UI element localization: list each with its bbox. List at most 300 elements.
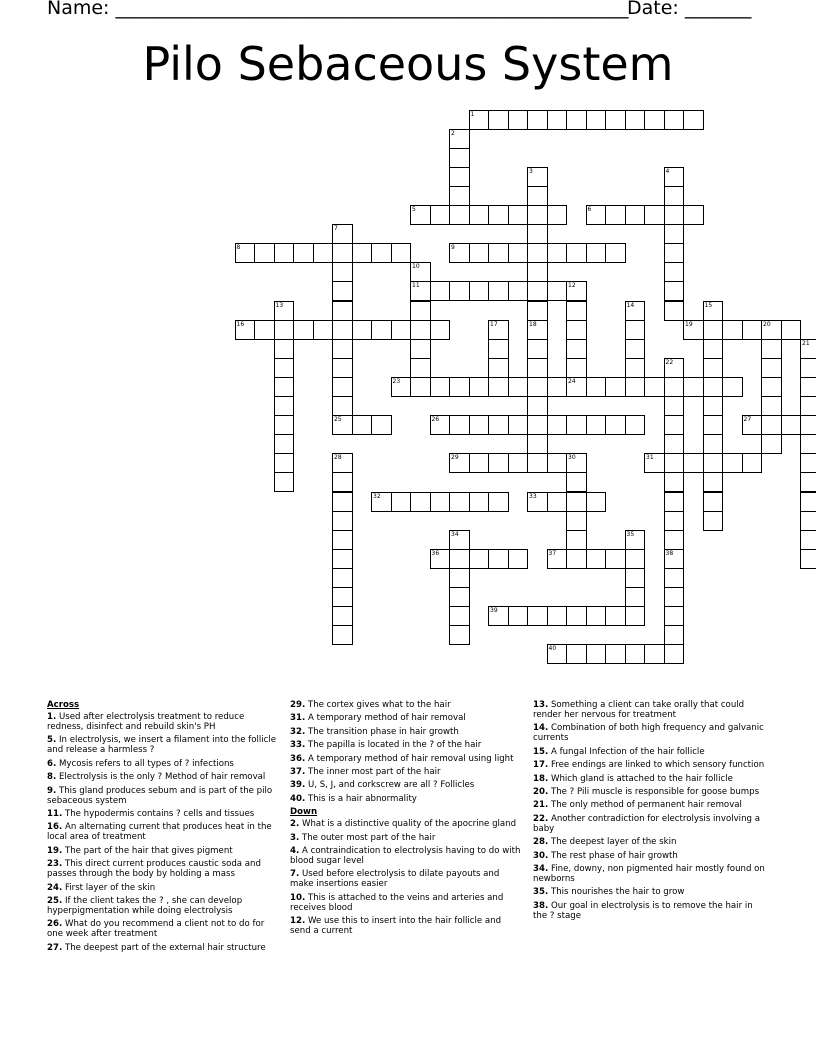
grid-cell[interactable]: [800, 530, 816, 550]
grid-cell[interactable]: [722, 453, 743, 473]
grid-cell[interactable]: [664, 243, 685, 263]
grid-cell[interactable]: [332, 625, 353, 645]
grid-cell[interactable]: [547, 281, 568, 301]
grid-cell[interactable]: [449, 186, 470, 206]
grid-cell[interactable]: [527, 396, 548, 416]
grid-cell[interactable]: [332, 243, 353, 263]
grid-cell[interactable]: [332, 568, 353, 588]
grid-cell[interactable]: [664, 262, 685, 282]
grid-cell[interactable]: [625, 606, 646, 626]
grid-cell[interactable]: [527, 243, 548, 263]
grid-cell[interactable]: [430, 320, 451, 340]
grid-cell[interactable]: [586, 415, 607, 435]
clue-text: Used after electrolysis treatment to reduce redness, disinfect and rebuild skin's PH: [47, 712, 245, 732]
grid-cell[interactable]: [547, 243, 568, 263]
grid-cell[interactable]: [293, 320, 314, 340]
grid-cell[interactable]: [664, 453, 685, 473]
grid-cell[interactable]: [742, 415, 763, 435]
grid-cell[interactable]: [410, 339, 431, 359]
grid-cell[interactable]: [527, 110, 548, 130]
grid-cell[interactable]: [391, 377, 412, 397]
grid-cell[interactable]: [664, 377, 685, 397]
grid-cell[interactable]: [800, 434, 816, 454]
grid-cell[interactable]: [664, 511, 685, 531]
grid-cell[interactable]: [332, 549, 353, 569]
grid-cell[interactable]: [664, 625, 685, 645]
grid-cell[interactable]: [430, 205, 451, 225]
grid-cell[interactable]: [527, 434, 548, 454]
grid-cell[interactable]: [586, 549, 607, 569]
grid-cell[interactable]: [566, 377, 587, 397]
grid-cell[interactable]: [508, 281, 529, 301]
grid-cell[interactable]: [332, 281, 353, 301]
grid-cell[interactable]: [625, 568, 646, 588]
grid-cell[interactable]: [566, 549, 587, 569]
grid-cell[interactable]: [488, 492, 509, 512]
grid-cell[interactable]: [664, 415, 685, 435]
grid-cell[interactable]: [683, 320, 704, 340]
clue-number: 15: [704, 301, 713, 309]
grid-cell[interactable]: [430, 492, 451, 512]
grid-cell[interactable]: [644, 644, 665, 664]
grid-cell[interactable]: [449, 167, 470, 187]
grid-cell[interactable]: [410, 377, 431, 397]
grid-cell[interactable]: [566, 415, 587, 435]
grid-cell[interactable]: [527, 320, 548, 340]
clue-number: 16.: [47, 822, 63, 833]
clue-number: 10.: [290, 892, 306, 903]
grid-cell[interactable]: [605, 110, 626, 130]
clue-number: 6.: [47, 758, 57, 769]
grid-cell[interactable]: [313, 320, 334, 340]
grid-cell[interactable]: [605, 415, 626, 435]
grid-cell[interactable]: [566, 472, 587, 492]
grid-cell[interactable]: [761, 358, 782, 378]
grid-cell[interactable]: [410, 205, 431, 225]
grid-cell[interactable]: [566, 320, 587, 340]
clue-item: [533, 887, 765, 897]
grid-cell[interactable]: [449, 549, 470, 569]
grid-cell[interactable]: [410, 281, 431, 301]
grid-cell[interactable]: [644, 377, 665, 397]
grid-cell[interactable]: [527, 167, 548, 187]
grid-cell[interactable]: [371, 243, 392, 263]
grid-cell[interactable]: [352, 320, 373, 340]
grid-cell[interactable]: [527, 358, 548, 378]
grid-cell[interactable]: [488, 339, 509, 359]
clue-item: [290, 713, 522, 723]
grid-cell[interactable]: [430, 415, 451, 435]
clue-text: An alternating current that produces heat in the local area of treatment: [47, 822, 272, 843]
grid-cell[interactable]: [566, 530, 587, 550]
grid-cell[interactable]: [605, 606, 626, 626]
grid-cell[interactable]: [449, 606, 470, 626]
grid-cell[interactable]: [566, 243, 587, 263]
grid-cell[interactable]: [703, 396, 724, 416]
grid-cell[interactable]: [332, 377, 353, 397]
grid-cell[interactable]: [664, 205, 685, 225]
grid-cell[interactable]: [508, 110, 529, 130]
grid-cell[interactable]: [527, 453, 548, 473]
clue-number: 28: [334, 454, 342, 462]
grid-cell[interactable]: [332, 396, 353, 416]
grid-cell[interactable]: [664, 358, 685, 378]
grid-cell[interactable]: [800, 396, 816, 416]
grid-cell[interactable]: [332, 415, 353, 435]
grid-cell[interactable]: [274, 434, 295, 454]
clue-number: 5: [412, 206, 416, 213]
grid-cell[interactable]: [332, 262, 353, 282]
grid-cell[interactable]: [625, 205, 646, 225]
grid-cell[interactable]: [274, 320, 295, 340]
grid-cell[interactable]: [586, 492, 607, 512]
grid-cell[interactable]: [566, 453, 587, 473]
grid-cell[interactable]: [547, 549, 568, 569]
grid-cell[interactable]: [605, 243, 626, 263]
grid-cell[interactable]: [800, 492, 816, 512]
grid-cell[interactable]: [274, 377, 295, 397]
clue-item: [290, 754, 522, 764]
grid-cell[interactable]: [469, 453, 490, 473]
clue-item: [47, 759, 279, 769]
grid-cell[interactable]: [547, 110, 568, 130]
clue-number: 19.: [47, 845, 63, 856]
grid-cell[interactable]: [254, 320, 275, 340]
grid-cell[interactable]: [371, 415, 392, 435]
grid-cell[interactable]: [566, 644, 587, 664]
grid-cell[interactable]: [625, 530, 646, 550]
clue-number: 12: [568, 282, 576, 290]
grid-cell[interactable]: [410, 301, 431, 321]
grid-cell[interactable]: [274, 301, 295, 321]
grid-cell[interactable]: [508, 415, 529, 435]
grid-cell[interactable]: [761, 377, 782, 397]
grid-cell[interactable]: [332, 492, 353, 512]
grid-cell[interactable]: [644, 205, 665, 225]
grid-cell[interactable]: [625, 339, 646, 359]
grid-cell[interactable]: [800, 549, 816, 569]
grid-cell[interactable]: [547, 644, 568, 664]
grid-cell[interactable]: [703, 453, 724, 473]
grid-cell[interactable]: [449, 205, 470, 225]
grid-cell[interactable]: [722, 320, 743, 340]
grid-cell[interactable]: [586, 243, 607, 263]
grid-cell[interactable]: [625, 301, 646, 321]
grid-cell[interactable]: [664, 472, 685, 492]
clue-text: A temporary method of hair removal using light: [305, 753, 514, 764]
grid-cell[interactable]: [488, 320, 509, 340]
grid-cell[interactable]: [547, 492, 568, 512]
grid-cell[interactable]: [800, 358, 816, 378]
grid-cell[interactable]: [800, 453, 816, 473]
grid-cell[interactable]: [508, 606, 529, 626]
grid-cell[interactable]: [664, 224, 685, 244]
grid-cell[interactable]: [371, 492, 392, 512]
grid-cell[interactable]: [586, 606, 607, 626]
grid-cell[interactable]: [527, 281, 548, 301]
grid-cell[interactable]: [683, 205, 704, 225]
grid-cell[interactable]: [566, 606, 587, 626]
grid-cell[interactable]: [644, 110, 665, 130]
grid-cell[interactable]: [566, 281, 587, 301]
grid-cell[interactable]: [527, 415, 548, 435]
grid-cell[interactable]: [547, 453, 568, 473]
grid-cell[interactable]: [274, 453, 295, 473]
grid-cell[interactable]: [332, 301, 353, 321]
grid-cell[interactable]: [488, 606, 509, 626]
grid-cell[interactable]: [508, 205, 529, 225]
grid-cell[interactable]: [449, 243, 470, 263]
grid-cell[interactable]: [430, 281, 451, 301]
grid-cell[interactable]: [703, 377, 724, 397]
grid-cell[interactable]: [683, 453, 704, 473]
grid-cell[interactable]: [274, 339, 295, 359]
grid-cell[interactable]: [664, 492, 685, 512]
grid-cell[interactable]: [488, 243, 509, 263]
grid-cell[interactable]: [625, 549, 646, 569]
grid-cell[interactable]: [332, 472, 353, 492]
grid-cell[interactable]: [527, 606, 548, 626]
grid-cell[interactable]: [313, 243, 334, 263]
grid-cell[interactable]: [761, 415, 782, 435]
grid-cell[interactable]: [274, 415, 295, 435]
grid-cell[interactable]: [664, 434, 685, 454]
grid-cell[interactable]: [293, 243, 314, 263]
grid-cell[interactable]: [761, 434, 782, 454]
grid-cell[interactable]: [703, 339, 724, 359]
grid-cell[interactable]: [274, 396, 295, 416]
clue-number: 13: [275, 301, 284, 309]
grid-cell[interactable]: [449, 148, 470, 168]
grid-cell[interactable]: [683, 377, 704, 397]
grid-cell[interactable]: [469, 492, 490, 512]
grid-cell[interactable]: [683, 110, 704, 130]
grid-cell[interactable]: [488, 377, 509, 397]
grid-cell[interactable]: [800, 511, 816, 531]
grid-cell[interactable]: [625, 644, 646, 664]
grid-cell[interactable]: [586, 644, 607, 664]
grid-cell[interactable]: [274, 358, 295, 378]
grid-cell[interactable]: [449, 129, 470, 149]
grid-cell[interactable]: [664, 301, 685, 321]
grid-cell[interactable]: [703, 320, 724, 340]
grid-cell[interactable]: [566, 358, 587, 378]
grid-cell[interactable]: [800, 377, 816, 397]
grid-cell[interactable]: [761, 396, 782, 416]
grid-cell[interactable]: [469, 110, 490, 130]
grid-cell[interactable]: [371, 320, 392, 340]
grid-cell[interactable]: [664, 644, 685, 664]
clue-text: The part of the hair that gives pigment: [62, 845, 233, 856]
grid-cell[interactable]: [664, 530, 685, 550]
grid-cell[interactable]: [781, 415, 802, 435]
clue-number: 6: [587, 206, 592, 213]
grid-cell[interactable]: [449, 377, 470, 397]
clue-number: 9: [451, 244, 455, 252]
grid-cell[interactable]: [332, 511, 353, 531]
grid-cell[interactable]: [391, 492, 412, 512]
grid-cell[interactable]: [664, 568, 685, 588]
grid-cell[interactable]: [449, 587, 470, 607]
grid-cell[interactable]: [332, 339, 353, 359]
clue-text: Which gland is attached to the hair follicle: [548, 773, 733, 784]
clue-number: 38.: [533, 900, 549, 911]
clue-item: [533, 814, 765, 834]
grid-cell[interactable]: [586, 205, 607, 225]
grid-cell[interactable]: [800, 415, 816, 435]
grid-cell[interactable]: [605, 377, 626, 397]
grid-cell[interactable]: [508, 377, 529, 397]
grid-cell[interactable]: [332, 587, 353, 607]
grid-cell[interactable]: [391, 320, 412, 340]
grid-cell[interactable]: [235, 243, 256, 263]
grid-cell[interactable]: [469, 281, 490, 301]
grid-cell[interactable]: [391, 243, 412, 263]
grid-cell[interactable]: [722, 377, 743, 397]
clue-number: 2: [451, 129, 455, 137]
grid-cell[interactable]: [566, 339, 587, 359]
grid-cell[interactable]: [527, 339, 548, 359]
grid-cell[interactable]: [703, 415, 724, 435]
grid-cell[interactable]: [547, 606, 568, 626]
grid-cell[interactable]: [664, 606, 685, 626]
grid-cell[interactable]: [469, 205, 490, 225]
grid-cell[interactable]: [449, 568, 470, 588]
grid-cell[interactable]: [625, 377, 646, 397]
grid-cell[interactable]: [332, 224, 353, 244]
grid-cell[interactable]: [469, 549, 490, 569]
clue-item: [533, 760, 765, 770]
grid-cell[interactable]: [410, 358, 431, 378]
grid-cell[interactable]: [703, 358, 724, 378]
grid-cell[interactable]: [664, 549, 685, 569]
grid-cell[interactable]: [332, 453, 353, 473]
grid-cell[interactable]: [547, 377, 568, 397]
grid-cell[interactable]: [547, 415, 568, 435]
grid-cell[interactable]: [410, 492, 431, 512]
grid-cell[interactable]: [605, 205, 626, 225]
grid-cell[interactable]: [274, 472, 295, 492]
grid-cell[interactable]: [488, 281, 509, 301]
grid-cell[interactable]: [761, 320, 782, 340]
grid-cell[interactable]: [469, 243, 490, 263]
grid-cell[interactable]: [469, 415, 490, 435]
grid-cell[interactable]: [527, 205, 548, 225]
grid-cell[interactable]: [761, 339, 782, 359]
grid-cell[interactable]: [742, 453, 763, 473]
grid-cell[interactable]: [235, 320, 256, 340]
grid-cell[interactable]: [508, 243, 529, 263]
clue-item: [47, 712, 279, 732]
grid-cell[interactable]: [254, 243, 275, 263]
grid-cell[interactable]: [332, 606, 353, 626]
clue-item: [533, 787, 765, 797]
grid-cell[interactable]: [449, 415, 470, 435]
grid-cell[interactable]: [449, 625, 470, 645]
grid-cell[interactable]: [703, 472, 724, 492]
grid-cell[interactable]: [566, 492, 587, 512]
grid-cell[interactable]: [703, 301, 724, 321]
grid-cell[interactable]: [781, 320, 802, 340]
grid-cell[interactable]: [566, 511, 587, 531]
grid-cell[interactable]: [508, 549, 529, 569]
clue-number: 22.: [533, 813, 549, 824]
grid-cell[interactable]: [625, 320, 646, 340]
grid-cell[interactable]: [527, 224, 548, 244]
grid-cell[interactable]: [586, 110, 607, 130]
grid-cell[interactable]: [664, 396, 685, 416]
grid-cell[interactable]: [410, 262, 431, 282]
grid-cell[interactable]: [488, 549, 509, 569]
grid-cell[interactable]: [703, 434, 724, 454]
grid-cell[interactable]: [332, 320, 353, 340]
grid-cell[interactable]: [605, 549, 626, 569]
grid-cell[interactable]: [332, 530, 353, 550]
grid-cell[interactable]: [430, 377, 451, 397]
grid-cell[interactable]: [410, 320, 431, 340]
grid-cell[interactable]: [644, 453, 665, 473]
grid-cell[interactable]: [449, 492, 470, 512]
grid-cell[interactable]: [800, 472, 816, 492]
clue-number: 35.: [533, 887, 549, 898]
grid-cell[interactable]: [508, 453, 529, 473]
grid-cell[interactable]: [488, 110, 509, 130]
grid-cell[interactable]: [449, 453, 470, 473]
grid-cell[interactable]: [449, 530, 470, 550]
grid-cell[interactable]: [605, 644, 626, 664]
grid-cell[interactable]: [625, 587, 646, 607]
grid-cell[interactable]: [527, 377, 548, 397]
grid-cell[interactable]: [527, 301, 548, 321]
grid-cell[interactable]: [566, 110, 587, 130]
grid-cell[interactable]: [352, 243, 373, 263]
grid-cell[interactable]: [469, 377, 490, 397]
grid-cell[interactable]: [625, 415, 646, 435]
grid-cell[interactable]: [449, 281, 470, 301]
grid-cell[interactable]: [527, 186, 548, 206]
grid-cell[interactable]: [703, 511, 724, 531]
grid-cell[interactable]: [430, 549, 451, 569]
grid-cell[interactable]: [488, 415, 509, 435]
grid-cell[interactable]: [664, 110, 685, 130]
grid-cell[interactable]: [800, 339, 816, 359]
grid-cell[interactable]: [664, 167, 685, 187]
clue-item: [47, 786, 279, 806]
clue-item: [290, 767, 522, 777]
grid-cell[interactable]: [488, 453, 509, 473]
grid-cell[interactable]: [586, 377, 607, 397]
grid-cell[interactable]: [664, 186, 685, 206]
clues-column-2: [290, 700, 522, 939]
grid-cell[interactable]: [488, 358, 509, 378]
grid-cell[interactable]: [527, 492, 548, 512]
grid-cell[interactable]: [742, 320, 763, 340]
grid-cell[interactable]: [625, 358, 646, 378]
grid-cell[interactable]: [488, 205, 509, 225]
grid-cell[interactable]: [274, 243, 295, 263]
grid-cell[interactable]: [703, 492, 724, 512]
clue-number: 17.: [533, 760, 549, 771]
grid-cell[interactable]: [664, 281, 685, 301]
grid-cell[interactable]: [625, 110, 646, 130]
grid-cell[interactable]: [664, 587, 685, 607]
grid-cell[interactable]: [352, 415, 373, 435]
grid-cell[interactable]: [332, 358, 353, 378]
clue-text: First layer of the skin: [62, 882, 156, 893]
grid-cell[interactable]: [547, 205, 568, 225]
grid-cell[interactable]: [527, 262, 548, 282]
grid-cell[interactable]: [566, 301, 587, 321]
